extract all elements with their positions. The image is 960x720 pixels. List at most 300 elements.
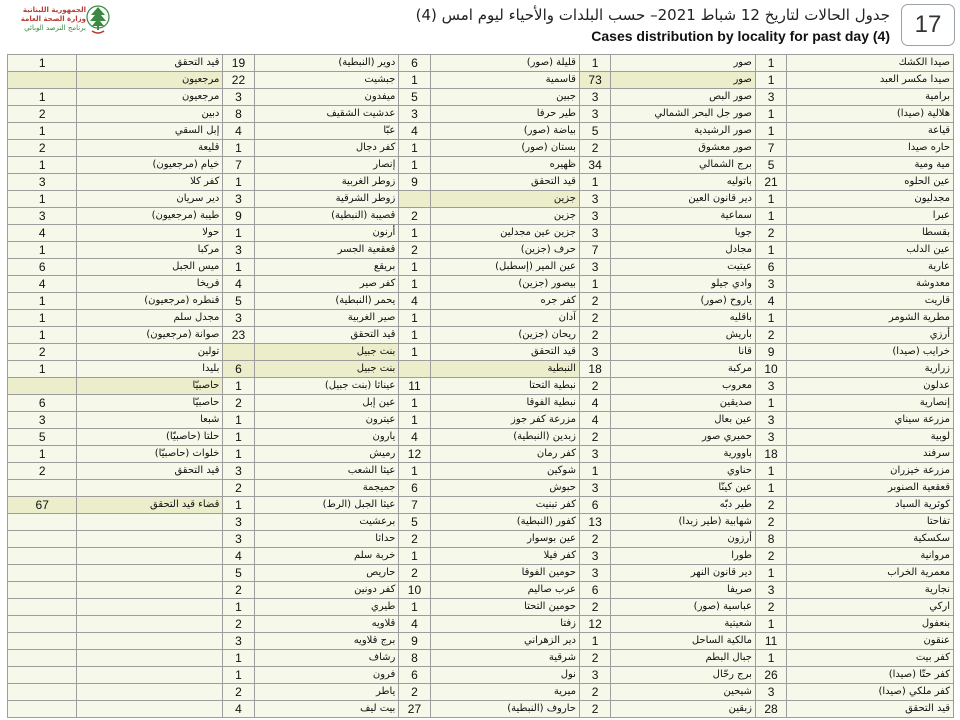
case-count-cell: 3 bbox=[755, 429, 786, 446]
locality-name-cell: شعيتية bbox=[611, 616, 756, 633]
locality-name-cell: صور البص bbox=[611, 89, 756, 106]
locality-name-cell: زبقين bbox=[611, 701, 756, 718]
locality-name-cell: شبعا bbox=[77, 412, 223, 429]
case-count-cell: 3 bbox=[579, 446, 610, 463]
case-count-cell: 1 bbox=[755, 310, 786, 327]
case-count-cell: 1 bbox=[399, 395, 430, 412]
case-count-cell: 3 bbox=[579, 344, 610, 361]
locality-name-cell: ميفدون bbox=[254, 89, 399, 106]
locality-name-cell: عيثا الجبل (الرط) bbox=[254, 497, 399, 514]
case-count-cell: 19 bbox=[223, 55, 254, 72]
table-row bbox=[8, 293, 954, 310]
case-count-cell: 1 bbox=[8, 89, 77, 106]
page-header bbox=[0, 0, 960, 54]
locality-name-cell: صيدا الكشك bbox=[787, 55, 954, 72]
locality-name-cell: باوورية bbox=[611, 446, 756, 463]
case-count-cell: 2 bbox=[755, 548, 786, 565]
case-count-cell: 1 bbox=[8, 446, 77, 463]
locality-name-cell: بيصور (جزين) bbox=[430, 276, 579, 293]
locality-name-cell: حناوي bbox=[611, 463, 756, 480]
locality-name-cell: جزين عين مجدلين bbox=[430, 225, 579, 242]
locality-name-cell: زوطر الغربية bbox=[254, 174, 399, 191]
logo-text bbox=[12, 6, 86, 33]
case-count-cell: 1 bbox=[8, 191, 77, 208]
locality-name-cell: قعقعية الصنوبر bbox=[787, 480, 954, 497]
locality-name-cell: كفر ملكي (صيدا) bbox=[787, 684, 954, 701]
locality-name-cell: ميس الجبل bbox=[77, 259, 223, 276]
table-row bbox=[8, 565, 954, 582]
locality-name-cell: مجادل bbox=[611, 242, 756, 259]
locality-name-cell: صور معشوق bbox=[611, 140, 756, 157]
table-row bbox=[8, 650, 954, 667]
ministry-logo bbox=[6, 4, 111, 38]
page-title-arabic: جدول الحالات لتاريخ 12 شباط 2021– حسب البلدات والأحياء ليوم امس (4) bbox=[415, 6, 890, 24]
case-count-cell: 8 bbox=[755, 531, 786, 548]
case-count-cell: 2 bbox=[579, 293, 610, 310]
locality-name-cell: اركي bbox=[787, 599, 954, 616]
case-count-cell: 3 bbox=[755, 378, 786, 395]
case-count-cell bbox=[8, 378, 77, 395]
case-count-cell: 4 bbox=[399, 293, 430, 310]
case-count-cell: 4 bbox=[8, 225, 77, 242]
case-count-cell: 3 bbox=[755, 412, 786, 429]
logo-line-1: الجمهورية اللبنانية bbox=[22, 6, 86, 14]
locality-name-cell: حبوش bbox=[430, 480, 579, 497]
locality-name-cell bbox=[77, 480, 223, 497]
case-count-cell: 1 bbox=[755, 650, 786, 667]
locality-name-cell: بليدا bbox=[77, 361, 223, 378]
locality-name-cell: ميرية bbox=[430, 684, 579, 701]
locality-name-cell: صيدا مكسر العبد bbox=[787, 72, 954, 89]
case-count-cell: 2 bbox=[579, 599, 610, 616]
table-row bbox=[8, 463, 954, 480]
table-row bbox=[8, 276, 954, 293]
locality-name-cell: قيد التحقق bbox=[430, 174, 579, 191]
locality-name-cell: جزين bbox=[430, 191, 579, 208]
locality-name-cell: حومين الفوقا bbox=[430, 565, 579, 582]
case-count-cell: 3 bbox=[223, 514, 254, 531]
locality-name-cell: طير حرفا bbox=[430, 106, 579, 123]
table-row bbox=[8, 361, 954, 378]
case-count-cell: 1 bbox=[223, 650, 254, 667]
locality-name-cell: بقسطا bbox=[787, 225, 954, 242]
table-row bbox=[8, 225, 954, 242]
case-count-cell: 1 bbox=[579, 55, 610, 72]
table-row bbox=[8, 242, 954, 259]
case-count-cell: 4 bbox=[8, 276, 77, 293]
case-count-cell: 1 bbox=[223, 225, 254, 242]
locality-name-cell: كفر حتّا (صيدا) bbox=[787, 667, 954, 684]
locality-name-cell: صديقين bbox=[611, 395, 756, 412]
locality-name-cell: عرب صاليم bbox=[430, 582, 579, 599]
locality-name-cell: صريفا bbox=[611, 582, 756, 599]
case-count-cell: 1 bbox=[755, 463, 786, 480]
locality-name-cell: ياطر bbox=[254, 684, 399, 701]
locality-name-cell: حومين التحتا bbox=[430, 599, 579, 616]
case-count-cell: 1 bbox=[399, 327, 430, 344]
locality-name-cell: طيري bbox=[254, 599, 399, 616]
case-count-cell: 4 bbox=[755, 293, 786, 310]
cedar-icon bbox=[86, 4, 110, 36]
locality-name-cell: جبال البطم bbox=[611, 650, 756, 667]
case-count-cell: 2 bbox=[579, 429, 610, 446]
locality-name-cell: دير سريان bbox=[77, 191, 223, 208]
locality-name-cell: عين إبل bbox=[254, 395, 399, 412]
case-count-cell bbox=[8, 582, 77, 599]
locality-name-cell: أرزي bbox=[787, 327, 954, 344]
case-count-cell: 1 bbox=[755, 480, 786, 497]
locality-name-cell: هلالية (صيدا) bbox=[787, 106, 954, 123]
locality-name-cell: جبين bbox=[430, 89, 579, 106]
case-count-cell: 1 bbox=[399, 310, 430, 327]
case-count-cell: 3 bbox=[8, 412, 77, 429]
locality-name-cell: عدشيت الشقيف bbox=[254, 106, 399, 123]
locality-name-cell: كفر كلا bbox=[77, 174, 223, 191]
locality-name-cell: بيت ليف bbox=[254, 701, 399, 718]
locality-name-cell: دير قانون النهر bbox=[611, 565, 756, 582]
table-row bbox=[8, 633, 954, 650]
locality-name-cell: مالكية الساحل bbox=[611, 633, 756, 650]
locality-name-cell: قضاء قيد التحقق bbox=[77, 497, 223, 514]
case-count-cell: 1 bbox=[399, 344, 430, 361]
locality-name-cell: زوطر الشرقية bbox=[254, 191, 399, 208]
locality-name-cell: قنطره (مرجعيون) bbox=[77, 293, 223, 310]
case-count-cell: 1 bbox=[8, 123, 77, 140]
locality-name-cell: إنصارية bbox=[787, 395, 954, 412]
case-count-cell: 9 bbox=[399, 633, 430, 650]
case-count-cell: 10 bbox=[755, 361, 786, 378]
locality-name-cell: مرجعيون bbox=[77, 72, 223, 89]
locality-name-cell: بياضة (صور) bbox=[430, 123, 579, 140]
case-count-cell: 1 bbox=[399, 259, 430, 276]
case-count-cell: 6 bbox=[579, 497, 610, 514]
locality-name-cell: قانا bbox=[611, 344, 756, 361]
locality-name-cell: قاسمية bbox=[430, 72, 579, 89]
locality-name-cell: دير الزهراني bbox=[430, 633, 579, 650]
locality-name-cell: ياروح (صور) bbox=[611, 293, 756, 310]
table-row bbox=[8, 259, 954, 276]
locality-name-cell: قليلة (صور) bbox=[430, 55, 579, 72]
case-count-cell: 1 bbox=[223, 667, 254, 684]
case-count-cell bbox=[8, 548, 77, 565]
locality-name-cell bbox=[77, 514, 223, 531]
case-count-cell: 22 bbox=[223, 72, 254, 89]
case-count-cell: 1 bbox=[755, 55, 786, 72]
locality-name-cell: إنصار bbox=[254, 157, 399, 174]
locality-name-cell: برج الشمالي bbox=[611, 157, 756, 174]
locality-name-cell: مجدل سلم bbox=[77, 310, 223, 327]
case-count-cell bbox=[8, 565, 77, 582]
case-count-cell: 1 bbox=[755, 123, 786, 140]
table-row bbox=[8, 140, 954, 157]
case-count-cell: 18 bbox=[579, 361, 610, 378]
locality-name-cell: كفر دونين bbox=[254, 582, 399, 599]
locality-name-cell: دير قانون العين bbox=[611, 191, 756, 208]
locality-name-cell: صور الرشيدية bbox=[611, 123, 756, 140]
case-count-cell bbox=[8, 514, 77, 531]
case-count-cell: 2 bbox=[755, 225, 786, 242]
locality-name-cell: عارية bbox=[787, 259, 954, 276]
case-count-cell bbox=[8, 667, 77, 684]
case-count-cell bbox=[8, 701, 77, 718]
table-row bbox=[8, 191, 954, 208]
locality-name-cell: أرنون bbox=[254, 225, 399, 242]
case-count-cell: 1 bbox=[399, 140, 430, 157]
locality-name-cell: عيتيت bbox=[611, 259, 756, 276]
case-count-cell: 11 bbox=[755, 633, 786, 650]
case-count-cell: 7 bbox=[399, 497, 430, 514]
locality-name-cell: عنقون bbox=[787, 633, 954, 650]
case-count-cell: 34 bbox=[579, 157, 610, 174]
case-count-cell: 2 bbox=[8, 463, 77, 480]
case-count-cell: 3 bbox=[579, 259, 610, 276]
case-count-cell: 1 bbox=[755, 72, 786, 89]
locality-name-cell: بنت جبيل bbox=[254, 344, 399, 361]
locality-name-cell: حاريص bbox=[254, 565, 399, 582]
locality-name-cell: بنت جبيل bbox=[254, 361, 399, 378]
locality-name-cell: زفتا bbox=[430, 616, 579, 633]
locality-name-cell: حاصبيّا bbox=[77, 395, 223, 412]
locality-name-cell: كفر صير bbox=[254, 276, 399, 293]
locality-name-cell: عباسية (صور) bbox=[611, 599, 756, 616]
case-count-cell: 4 bbox=[399, 616, 430, 633]
locality-name-cell: مية ومية bbox=[787, 157, 954, 174]
locality-name-cell: حلتا (حاصبيّا) bbox=[77, 429, 223, 446]
logo-line-2: وزارة الصحة العامة bbox=[20, 15, 86, 23]
case-count-cell: 3 bbox=[579, 106, 610, 123]
table-row bbox=[8, 497, 954, 514]
case-count-cell: 67 bbox=[8, 497, 77, 514]
case-count-cell: 1 bbox=[755, 191, 786, 208]
table-row bbox=[8, 123, 954, 140]
table-row bbox=[8, 684, 954, 701]
locality-name-cell: عين الحلوه bbox=[787, 174, 954, 191]
locality-name-cell: برج رحّال bbox=[611, 667, 756, 684]
case-count-cell: 3 bbox=[223, 191, 254, 208]
case-count-cell: 7 bbox=[579, 242, 610, 259]
case-count-cell: 6 bbox=[8, 395, 77, 412]
cases-table bbox=[7, 54, 954, 718]
case-count-cell: 2 bbox=[8, 140, 77, 157]
locality-name-cell bbox=[77, 531, 223, 548]
locality-name-cell: كفور (النبطية) bbox=[430, 514, 579, 531]
locality-name-cell: نبطية التحتا bbox=[430, 378, 579, 395]
case-count-cell: 2 bbox=[223, 684, 254, 701]
locality-name-cell: نبطية الفوقا bbox=[430, 395, 579, 412]
case-count-cell: 13 bbox=[579, 514, 610, 531]
locality-name-cell: سكسكية bbox=[787, 531, 954, 548]
locality-name-cell: بستان (صور) bbox=[430, 140, 579, 157]
table-row bbox=[8, 327, 954, 344]
case-count-cell: 9 bbox=[223, 208, 254, 225]
locality-name-cell bbox=[77, 667, 223, 684]
case-count-cell: 1 bbox=[8, 55, 77, 72]
case-count-cell: 3 bbox=[8, 174, 77, 191]
locality-name-cell: حاروف (النبطية) bbox=[430, 701, 579, 718]
locality-name-cell: فريخا bbox=[77, 276, 223, 293]
case-count-cell: 2 bbox=[223, 616, 254, 633]
locality-name-cell: عدلون bbox=[787, 378, 954, 395]
locality-name-cell: جميجمة bbox=[254, 480, 399, 497]
locality-name-cell: زرارية bbox=[787, 361, 954, 378]
table-row bbox=[8, 514, 954, 531]
locality-name-cell: قيد التحقق bbox=[787, 701, 954, 718]
case-count-cell: 1 bbox=[755, 106, 786, 123]
case-count-cell: 3 bbox=[223, 463, 254, 480]
case-count-cell bbox=[8, 531, 77, 548]
locality-name-cell: باريش bbox=[611, 327, 756, 344]
locality-name-cell: عيناثا (بنت جبيل) bbox=[254, 378, 399, 395]
case-count-cell bbox=[8, 650, 77, 667]
locality-name-cell: صوانة (مرجعيون) bbox=[77, 327, 223, 344]
table-row bbox=[8, 106, 954, 123]
locality-name-cell: حاصبيّا bbox=[77, 378, 223, 395]
case-count-cell: 2 bbox=[579, 684, 610, 701]
locality-name-cell: زبدين (النبطية) bbox=[430, 429, 579, 446]
case-count-cell: 2 bbox=[399, 684, 430, 701]
case-count-cell: 1 bbox=[8, 157, 77, 174]
locality-name-cell: مطرية الشومر bbox=[787, 310, 954, 327]
table-row bbox=[8, 701, 954, 718]
table-row bbox=[8, 89, 954, 106]
case-count-cell: 1 bbox=[223, 412, 254, 429]
locality-name-cell: خلوات (حاصبيّا) bbox=[77, 446, 223, 463]
locality-name-cell: حميري صور bbox=[611, 429, 756, 446]
locality-name-cell: نجارية bbox=[787, 582, 954, 599]
locality-name-cell: ظهيره bbox=[430, 157, 579, 174]
case-count-cell: 3 bbox=[579, 667, 610, 684]
locality-name-cell: عين الدلب bbox=[787, 242, 954, 259]
locality-name-cell: حاره صيدا bbox=[787, 140, 954, 157]
case-count-cell: 1 bbox=[755, 565, 786, 582]
locality-name-cell: شوكين bbox=[430, 463, 579, 480]
locality-name-cell: قصيبة (النبطية) bbox=[254, 208, 399, 225]
case-count-cell: 3 bbox=[223, 531, 254, 548]
locality-name-cell: كفر جره bbox=[430, 293, 579, 310]
case-count-cell: 2 bbox=[579, 378, 610, 395]
locality-name-cell: قيد التحقق bbox=[254, 327, 399, 344]
table-row bbox=[8, 480, 954, 497]
case-count-cell: 5 bbox=[223, 565, 254, 582]
case-count-cell: 1 bbox=[399, 412, 430, 429]
case-count-cell: 26 bbox=[755, 667, 786, 684]
case-count-cell: 3 bbox=[755, 276, 786, 293]
case-count-cell: 3 bbox=[755, 684, 786, 701]
locality-name-cell: قيد التحقق bbox=[77, 55, 223, 72]
table-row bbox=[8, 310, 954, 327]
locality-name-cell: مركبا bbox=[77, 242, 223, 259]
locality-name-cell: صير الغربية bbox=[254, 310, 399, 327]
case-count-cell: 1 bbox=[223, 446, 254, 463]
locality-name-cell bbox=[77, 633, 223, 650]
locality-name-cell: كوثرية السياد bbox=[787, 497, 954, 514]
locality-name-cell: بنعفول bbox=[787, 616, 954, 633]
case-count-cell bbox=[399, 191, 430, 208]
case-count-cell: 1 bbox=[223, 599, 254, 616]
case-count-cell: 1 bbox=[755, 395, 786, 412]
locality-name-cell: طير دبّه bbox=[611, 497, 756, 514]
table-row bbox=[8, 72, 954, 89]
locality-name-cell: جبشيت bbox=[254, 72, 399, 89]
locality-name-cell: خرايب (صيدا) bbox=[787, 344, 954, 361]
case-count-cell: 8 bbox=[223, 106, 254, 123]
case-count-cell: 8 bbox=[399, 650, 430, 667]
page-number-badge: 17 bbox=[901, 4, 955, 46]
case-count-cell: 3 bbox=[579, 480, 610, 497]
locality-name-cell bbox=[77, 684, 223, 701]
case-count-cell bbox=[223, 344, 254, 361]
table-row bbox=[8, 412, 954, 429]
locality-name-cell: قياعة bbox=[787, 123, 954, 140]
locality-name-cell: عبرا bbox=[787, 208, 954, 225]
locality-name-cell: رشاف bbox=[254, 650, 399, 667]
case-count-cell: 3 bbox=[579, 565, 610, 582]
locality-name-cell: قلاويه bbox=[254, 616, 399, 633]
case-count-cell bbox=[8, 480, 77, 497]
table-row bbox=[8, 599, 954, 616]
locality-name-cell: ريحان (جزين) bbox=[430, 327, 579, 344]
case-count-cell: 4 bbox=[223, 548, 254, 565]
case-count-cell: 9 bbox=[399, 174, 430, 191]
locality-name-cell: معروب bbox=[611, 378, 756, 395]
locality-name-cell: تولين bbox=[77, 344, 223, 361]
locality-name-cell: معمرية الخراب bbox=[787, 565, 954, 582]
case-count-cell: 10 bbox=[399, 582, 430, 599]
locality-name-cell: مزرعة كفر جوز bbox=[430, 412, 579, 429]
case-count-cell: 4 bbox=[223, 123, 254, 140]
locality-name-cell: برامية bbox=[787, 89, 954, 106]
case-count-cell: 2 bbox=[399, 208, 430, 225]
case-count-cell: 3 bbox=[223, 633, 254, 650]
case-count-cell: 3 bbox=[579, 548, 610, 565]
locality-name-cell: حولا bbox=[77, 225, 223, 242]
locality-name-cell: مزرعة سيناي bbox=[787, 412, 954, 429]
case-count-cell bbox=[8, 72, 77, 89]
case-count-cell: 6 bbox=[579, 582, 610, 599]
locality-name-cell: حداثا bbox=[254, 531, 399, 548]
case-count-cell: 27 bbox=[399, 701, 430, 718]
case-count-cell: 3 bbox=[223, 242, 254, 259]
case-count-cell: 3 bbox=[579, 89, 610, 106]
case-count-cell: 2 bbox=[755, 599, 786, 616]
case-count-cell: 2 bbox=[399, 242, 430, 259]
table-row bbox=[8, 667, 954, 684]
case-count-cell: 2 bbox=[579, 310, 610, 327]
case-count-cell: 1 bbox=[579, 276, 610, 293]
locality-name-cell: عيترون bbox=[254, 412, 399, 429]
table-row bbox=[8, 395, 954, 412]
case-count-cell: 1 bbox=[755, 616, 786, 633]
locality-name-cell: كفر دجال bbox=[254, 140, 399, 157]
case-count-cell: 28 bbox=[755, 701, 786, 718]
locality-name-cell: كفر فيلا bbox=[430, 548, 579, 565]
case-count-cell: 2 bbox=[8, 344, 77, 361]
locality-name-cell: عيثا الشعب bbox=[254, 463, 399, 480]
locality-name-cell: وادي جيلو bbox=[611, 276, 756, 293]
locality-name-cell: صور جل البحر الشمالي bbox=[611, 106, 756, 123]
case-count-cell: 4 bbox=[223, 701, 254, 718]
case-count-cell: 1 bbox=[579, 633, 610, 650]
locality-name-cell: لوبية bbox=[787, 429, 954, 446]
locality-name-cell: خربة سلم bbox=[254, 548, 399, 565]
case-count-cell: 12 bbox=[399, 446, 430, 463]
case-count-cell: 4 bbox=[399, 123, 430, 140]
locality-name-cell: برعشيت bbox=[254, 514, 399, 531]
case-count-cell: 1 bbox=[399, 548, 430, 565]
case-count-cell: 5 bbox=[223, 293, 254, 310]
locality-name-cell: صور bbox=[611, 72, 756, 89]
locality-name-cell: دبين bbox=[77, 106, 223, 123]
